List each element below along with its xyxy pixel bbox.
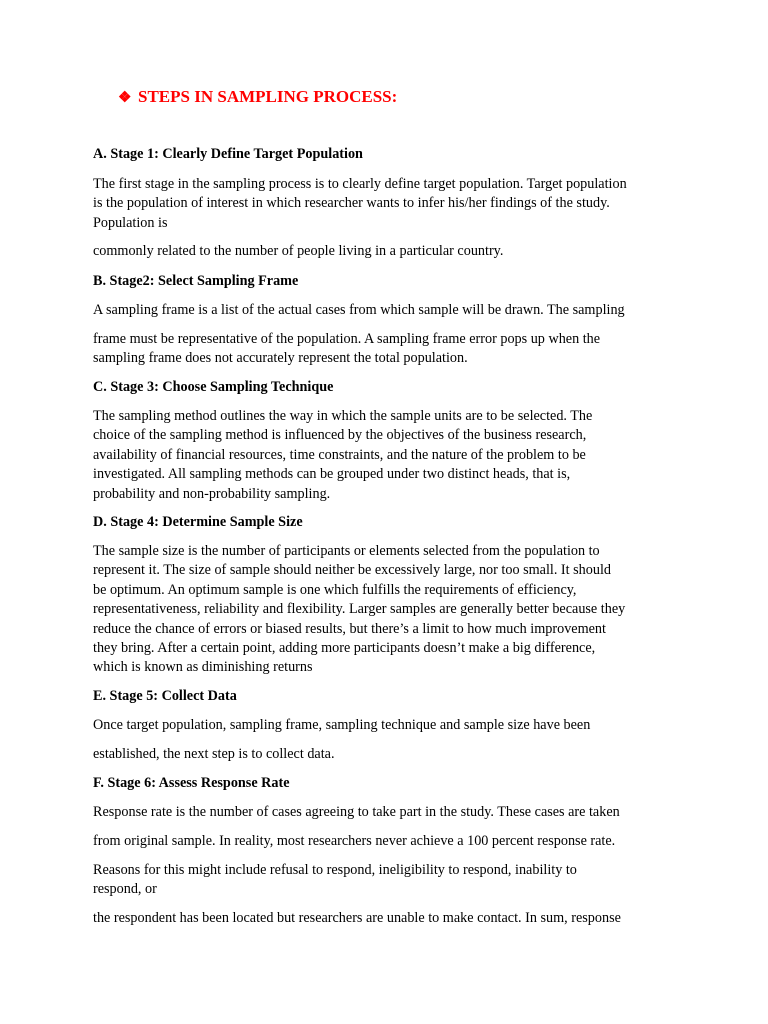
paragraph-line: represent it. The size of sample should neither be excessively large, nor too small. It should bbox=[93, 562, 611, 579]
paragraph-line: they bring. After a certain point, adding more participants doesn’t make a big difference, bbox=[93, 640, 596, 657]
paragraph-line: established, the next step is to collect data. bbox=[93, 746, 335, 762]
paragraph-line: choice of the sampling method is influenced by the objectives of the business research, bbox=[93, 427, 587, 444]
section-paragraph bbox=[93, 242, 685, 261]
paragraph-line: Once target population, sampling frame, sampling technique and sample size have been bbox=[93, 717, 591, 733]
section-paragraph bbox=[93, 175, 685, 233]
paragraph-line: reduce the chance of errors or biased results, but there’s a limit to how much improvement bbox=[93, 620, 606, 637]
section-heading: F. Stage 6: Assess Response Rate bbox=[93, 775, 290, 791]
paragraph-line: from original sample. In reality, most researchers never achieve a 100 percent response rate. bbox=[93, 833, 616, 849]
paragraph-line: Response rate is the number of cases agreeing to take part in the study. These cases are taken bbox=[93, 804, 620, 820]
paragraph-line: respond, or bbox=[93, 881, 157, 898]
section-heading: E. Stage 5: Collect Data bbox=[93, 688, 237, 704]
paragraph-line: the respondent has been located but researchers are unable to make contact. In sum, response bbox=[93, 910, 621, 926]
paragraph-line: The sampling method outlines the way in which the sample units are to be selected. The bbox=[93, 408, 593, 424]
section-heading: D. Stage 4: Determine Sample Size bbox=[93, 514, 303, 530]
paragraph-line: Reasons for this might include refusal to respond, ineligibility to respond, inability to bbox=[93, 862, 577, 878]
paragraph-line: which is known as diminishing returns bbox=[93, 659, 313, 676]
paragraph-line: is the population of interest in which researcher wants to infer his/her findings of the study. bbox=[93, 195, 610, 212]
paragraph-line: representativeness, reliability and flexibility. Larger samples are generally better because they bbox=[93, 601, 626, 618]
section-heading: B. Stage2: Select Sampling Frame bbox=[93, 273, 299, 289]
page-title-text: STEPS IN SAMPLING PROCESS: bbox=[138, 87, 398, 106]
section-paragraph bbox=[93, 745, 685, 764]
paragraph-line: be optimum. An optimum sample is one which fulfills the requirements of efficiency, bbox=[93, 581, 577, 598]
section-paragraph bbox=[93, 330, 685, 369]
paragraph-line: A sampling frame is a list of the actual cases from which sample will be drawn. The sampling bbox=[93, 302, 625, 318]
section-paragraph bbox=[93, 909, 685, 928]
paragraph-line: commonly related to the number of people living in a particular country. bbox=[93, 243, 504, 259]
section-heading: C. Stage 3: Choose Sampling Technique bbox=[93, 379, 334, 395]
paragraph-line: The first stage in the sampling process is to clearly define target population. Target population bbox=[93, 176, 627, 192]
section-paragraph bbox=[93, 301, 685, 320]
section-paragraph bbox=[93, 716, 685, 735]
diamond-bullet-icon: ❖ bbox=[118, 90, 132, 106]
paragraph-line: investigated. All sampling methods can be grouped under two distinct heads, that is, bbox=[93, 466, 571, 483]
paragraph-line: Population is bbox=[93, 214, 168, 231]
section-paragraph bbox=[93, 832, 685, 851]
paragraph-line: The sample size is the number of participants or elements selected from the population to bbox=[93, 543, 600, 559]
page-title bbox=[118, 86, 397, 109]
section-heading: A. Stage 1: Clearly Define Target Population bbox=[93, 146, 363, 162]
paragraph-line: availability of financial resources, time constraints, and the nature of the problem to be bbox=[93, 446, 586, 463]
section-paragraph bbox=[93, 407, 685, 504]
section-paragraph bbox=[93, 861, 685, 900]
section-paragraph bbox=[93, 803, 685, 822]
section-paragraph bbox=[93, 542, 685, 678]
paragraph-line: sampling frame does not accurately represent the total population. bbox=[93, 350, 468, 367]
paragraph-line: probability and non-probability sampling. bbox=[93, 485, 331, 502]
paragraph-line: frame must be representative of the population. A sampling frame error pops up when the bbox=[93, 331, 601, 347]
